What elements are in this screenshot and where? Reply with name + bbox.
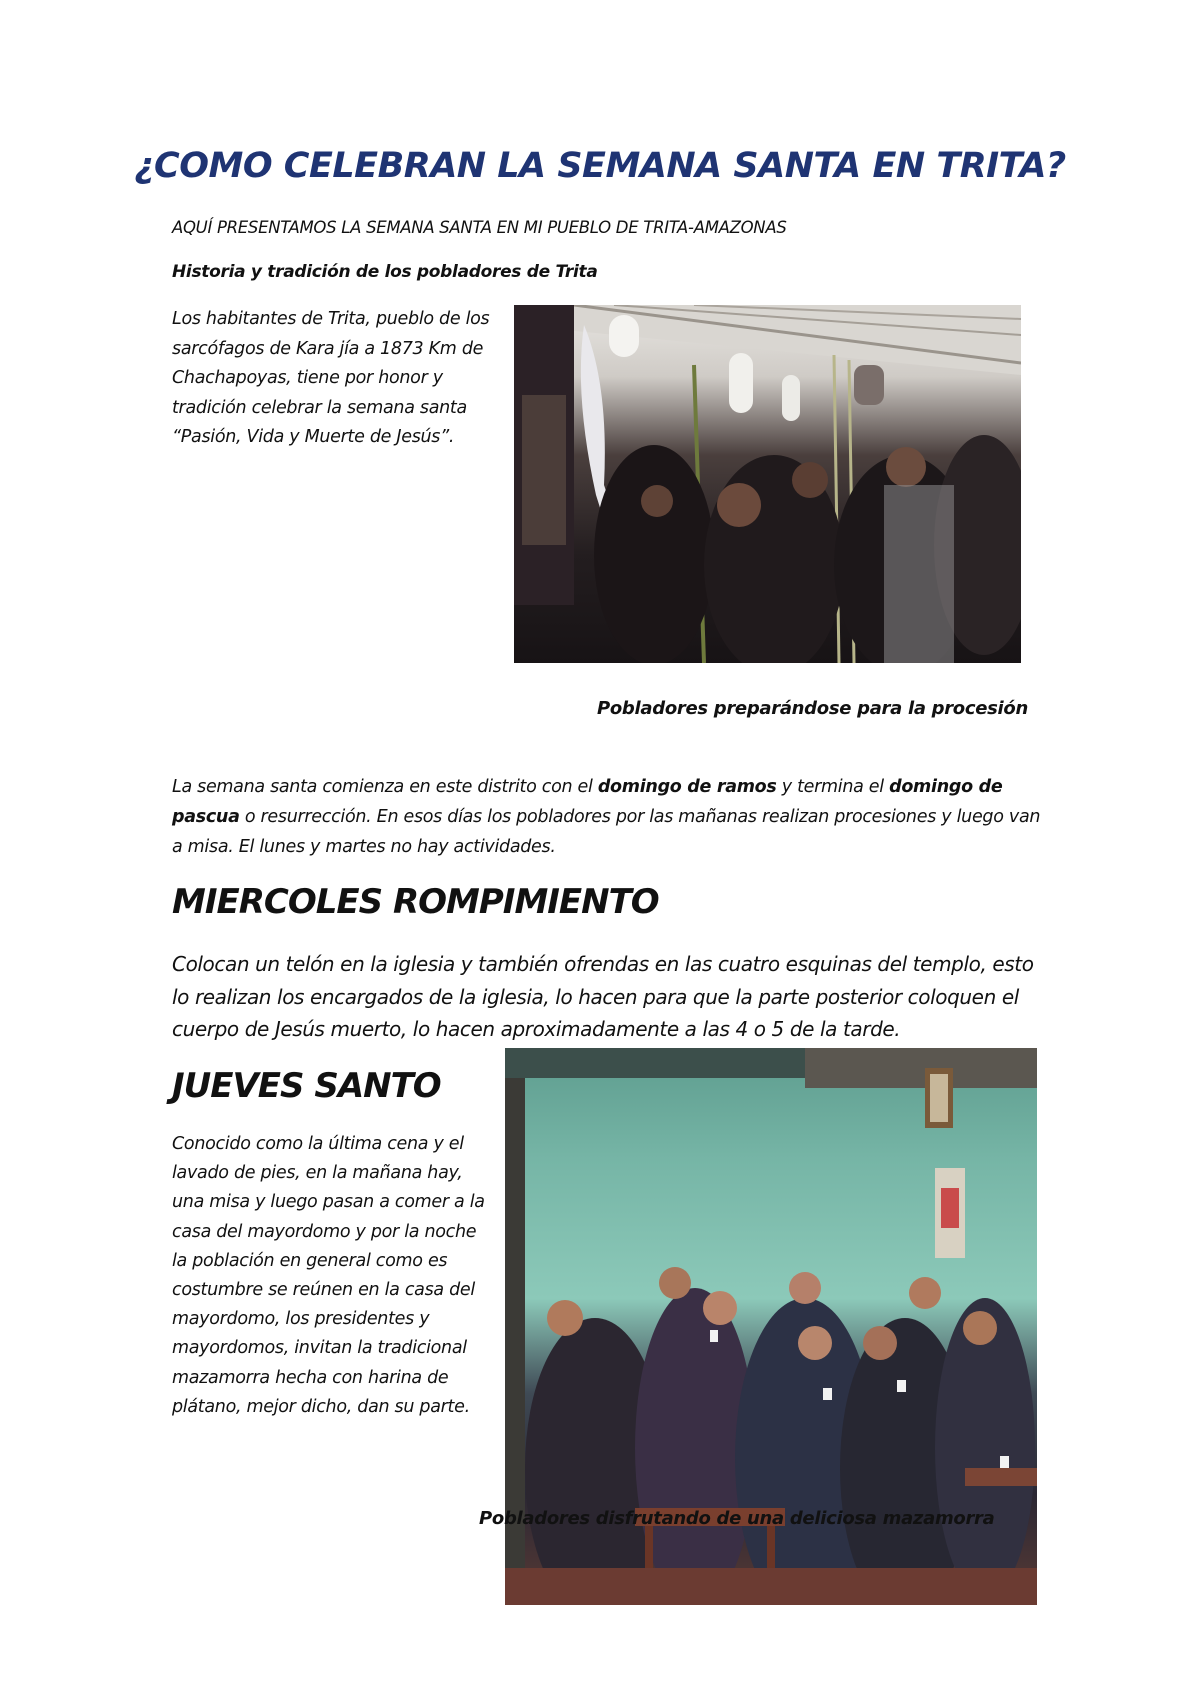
procession-photo <box>514 305 1021 663</box>
semana-bold-1: domingo de ramos <box>597 777 777 797</box>
procession-illustration <box>514 305 1021 663</box>
semana-paragraph <box>172 772 1042 862</box>
semana-text-3: o resurrección. En esos días los pobladores por las mañanas realizan procesiones y luego van a misa. El lunes y martes no hay actividades. <box>172 807 1041 857</box>
mazamorra-caption: Pobladores disfrutando de una deliciosa mazamorra <box>479 1508 995 1529</box>
intro-paragraph: Los habitantes de Trita, pueblo de los sarcófagos de Kara jía a 1873 Km de Chachapoyas, tiene por honor y tradición celebrar la semana santa “Pasión, Vida y Muerte de Jesús”. <box>172 309 490 447</box>
wednesday-paragraph: Colocan un telón en la iglesia y también ofrendas en las cuatro esquinas del templo, esto lo realizan los encargados de la iglesia, lo hacen para que la parte posterior coloquen el cuerpo de Jesús muerto, lo hacen aproximadamente a las 4 o 5 de la tarde. <box>172 952 1034 1041</box>
semana-bold-2: domingo de pascua <box>172 777 1003 827</box>
subtitle: AQUÍ PRESENTAMOS LA SEMANA SANTA EN MI PUEBLO DE TRITA-AMAZONAS <box>172 218 787 237</box>
wednesday-heading: MIERCOLES ROMPIMIENTO <box>172 882 659 922</box>
semana-text-2: y termina el <box>776 777 890 797</box>
page-title: ¿COMO CELEBRAN LA SEMANA SANTA EN TRITA? <box>134 146 1066 186</box>
thursday-heading: JUEVES SANTO <box>172 1066 441 1106</box>
procession-caption: Pobladores preparándose para la procesión <box>596 698 1028 719</box>
semana-text-1: La semana santa comienza en este distrito con el <box>172 777 598 797</box>
history-heading: Historia y tradición de los pobladores de Trita <box>172 262 598 282</box>
thursday-paragraph: Conocido como la última cena y el lavado de pies, en la mañana hay, una misa y luego pasan a comer a la casa del mayordomo y por la noche la población en general como es costumbre se reúnen en la casa del mayordomo, los presidentes y mayordomos, invitan la tradicional mazamorra hecha con harina de plátano, mejor dicho, dan su parte. <box>172 1134 485 1417</box>
